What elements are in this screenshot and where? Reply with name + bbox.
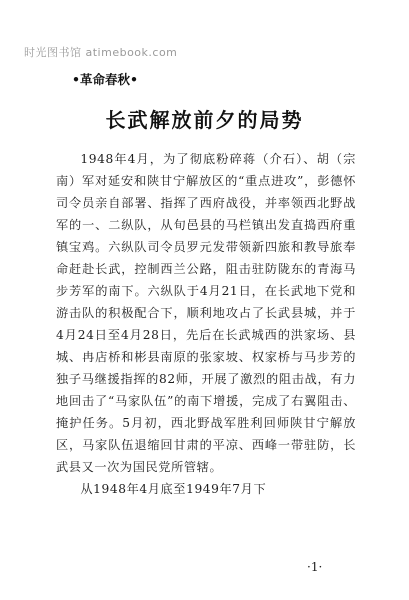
article-title: 长武解放前夕的局势 [105, 108, 304, 132]
paragraph: 从1948年4月底至1949年7月下 [80, 482, 267, 496]
article-body [56, 148, 356, 500]
page-number: ·1· [307, 560, 323, 574]
column-label: •革命春秋• [72, 72, 138, 87]
watermark-text: 时光图书馆 atimebook.com [24, 46, 178, 59]
paragraph: 1948年4月，为了彻底粉碎蒋（介石）、胡（宗南）军对延安和陕甘宁解放区的“重点进攻”，彭德怀司令员亲自部署、指挥了西府战役，并率领西北野战军的一、二纵队，从旬邑县的马栏镇出发直捣西府重镇宝鸡。六纵队司令员罗元发带领新四旅和教导旅奉命赶赴长武，控制西兰公路，阻击驻防陇东的青海马步芳军的南下。六纵队于4月21日，在长武地下党和游击队的积极配合下，顺利地攻占了长武县城，并于4月24日至4月28日，先后在长武城西的洪家场、县城、冉店桥和彬县南原的张家坡、权家桥与马步芳的独子马继援指挥的82师，开展了激烈的阻击战，有力地回击了“马家队伍”的南下增援，完成了右翼阻击、掩护任务。5月初，西北野战军胜利回师陕甘宁解放区，马家队伍退缩回甘肃的平凉、西峰一带驻防，长武县又一次为国民党所管辖。 [56, 152, 356, 474]
